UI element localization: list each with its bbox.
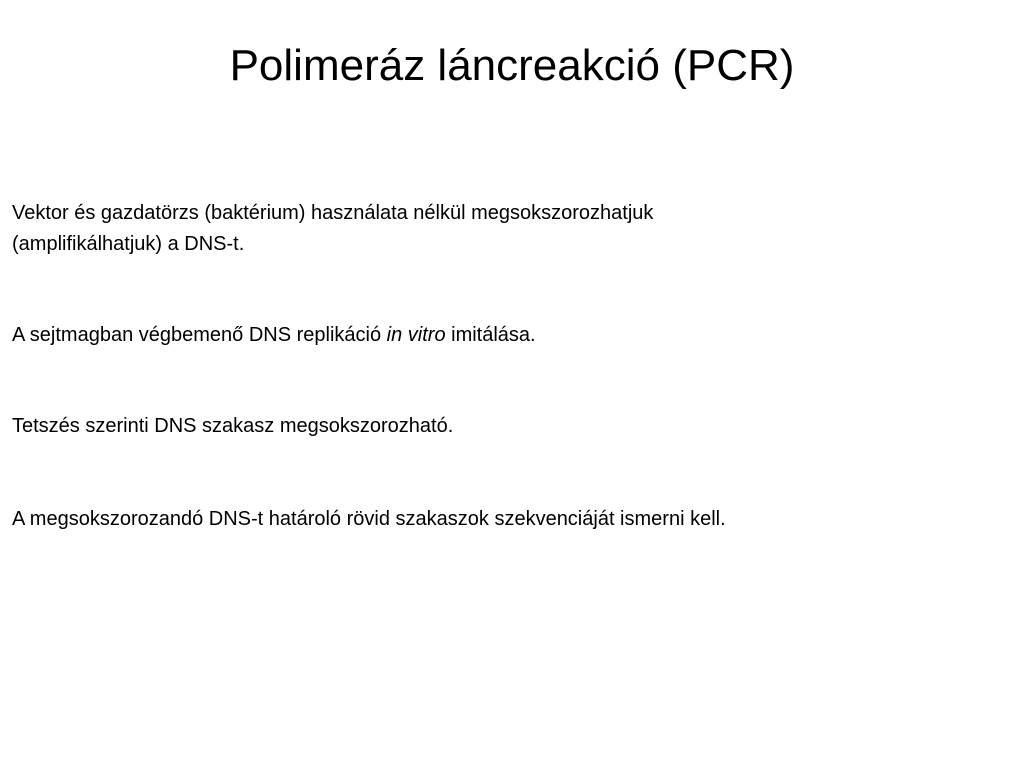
text-block-any-segment: Tetszés szerinti DNS szakasz megsokszorozható. [12, 415, 454, 437]
text-block-flanking-sequences: A megsokszorozandó DNS-t határoló rövid szakaszok szekvenciáját ismerni kell. [12, 508, 726, 530]
text-block-replication [12, 320, 1012, 351]
text-line: Vektor és gazdatörzs (baktérium) használata nélkül megsokszorozhatjuk [12, 202, 654, 224]
text-segment: imitálása. [445, 324, 536, 346]
slide-title: Polimeráz láncreakció (PCR) [229, 41, 795, 90]
text-line: (amplifikálhatjuk) a DNS-t. [12, 233, 245, 255]
italic-term: in vitro [386, 324, 446, 346]
text-block-vector-host [12, 198, 1012, 260]
text-segment: A sejtmagban végbemenő DNS replikáció [12, 324, 387, 346]
